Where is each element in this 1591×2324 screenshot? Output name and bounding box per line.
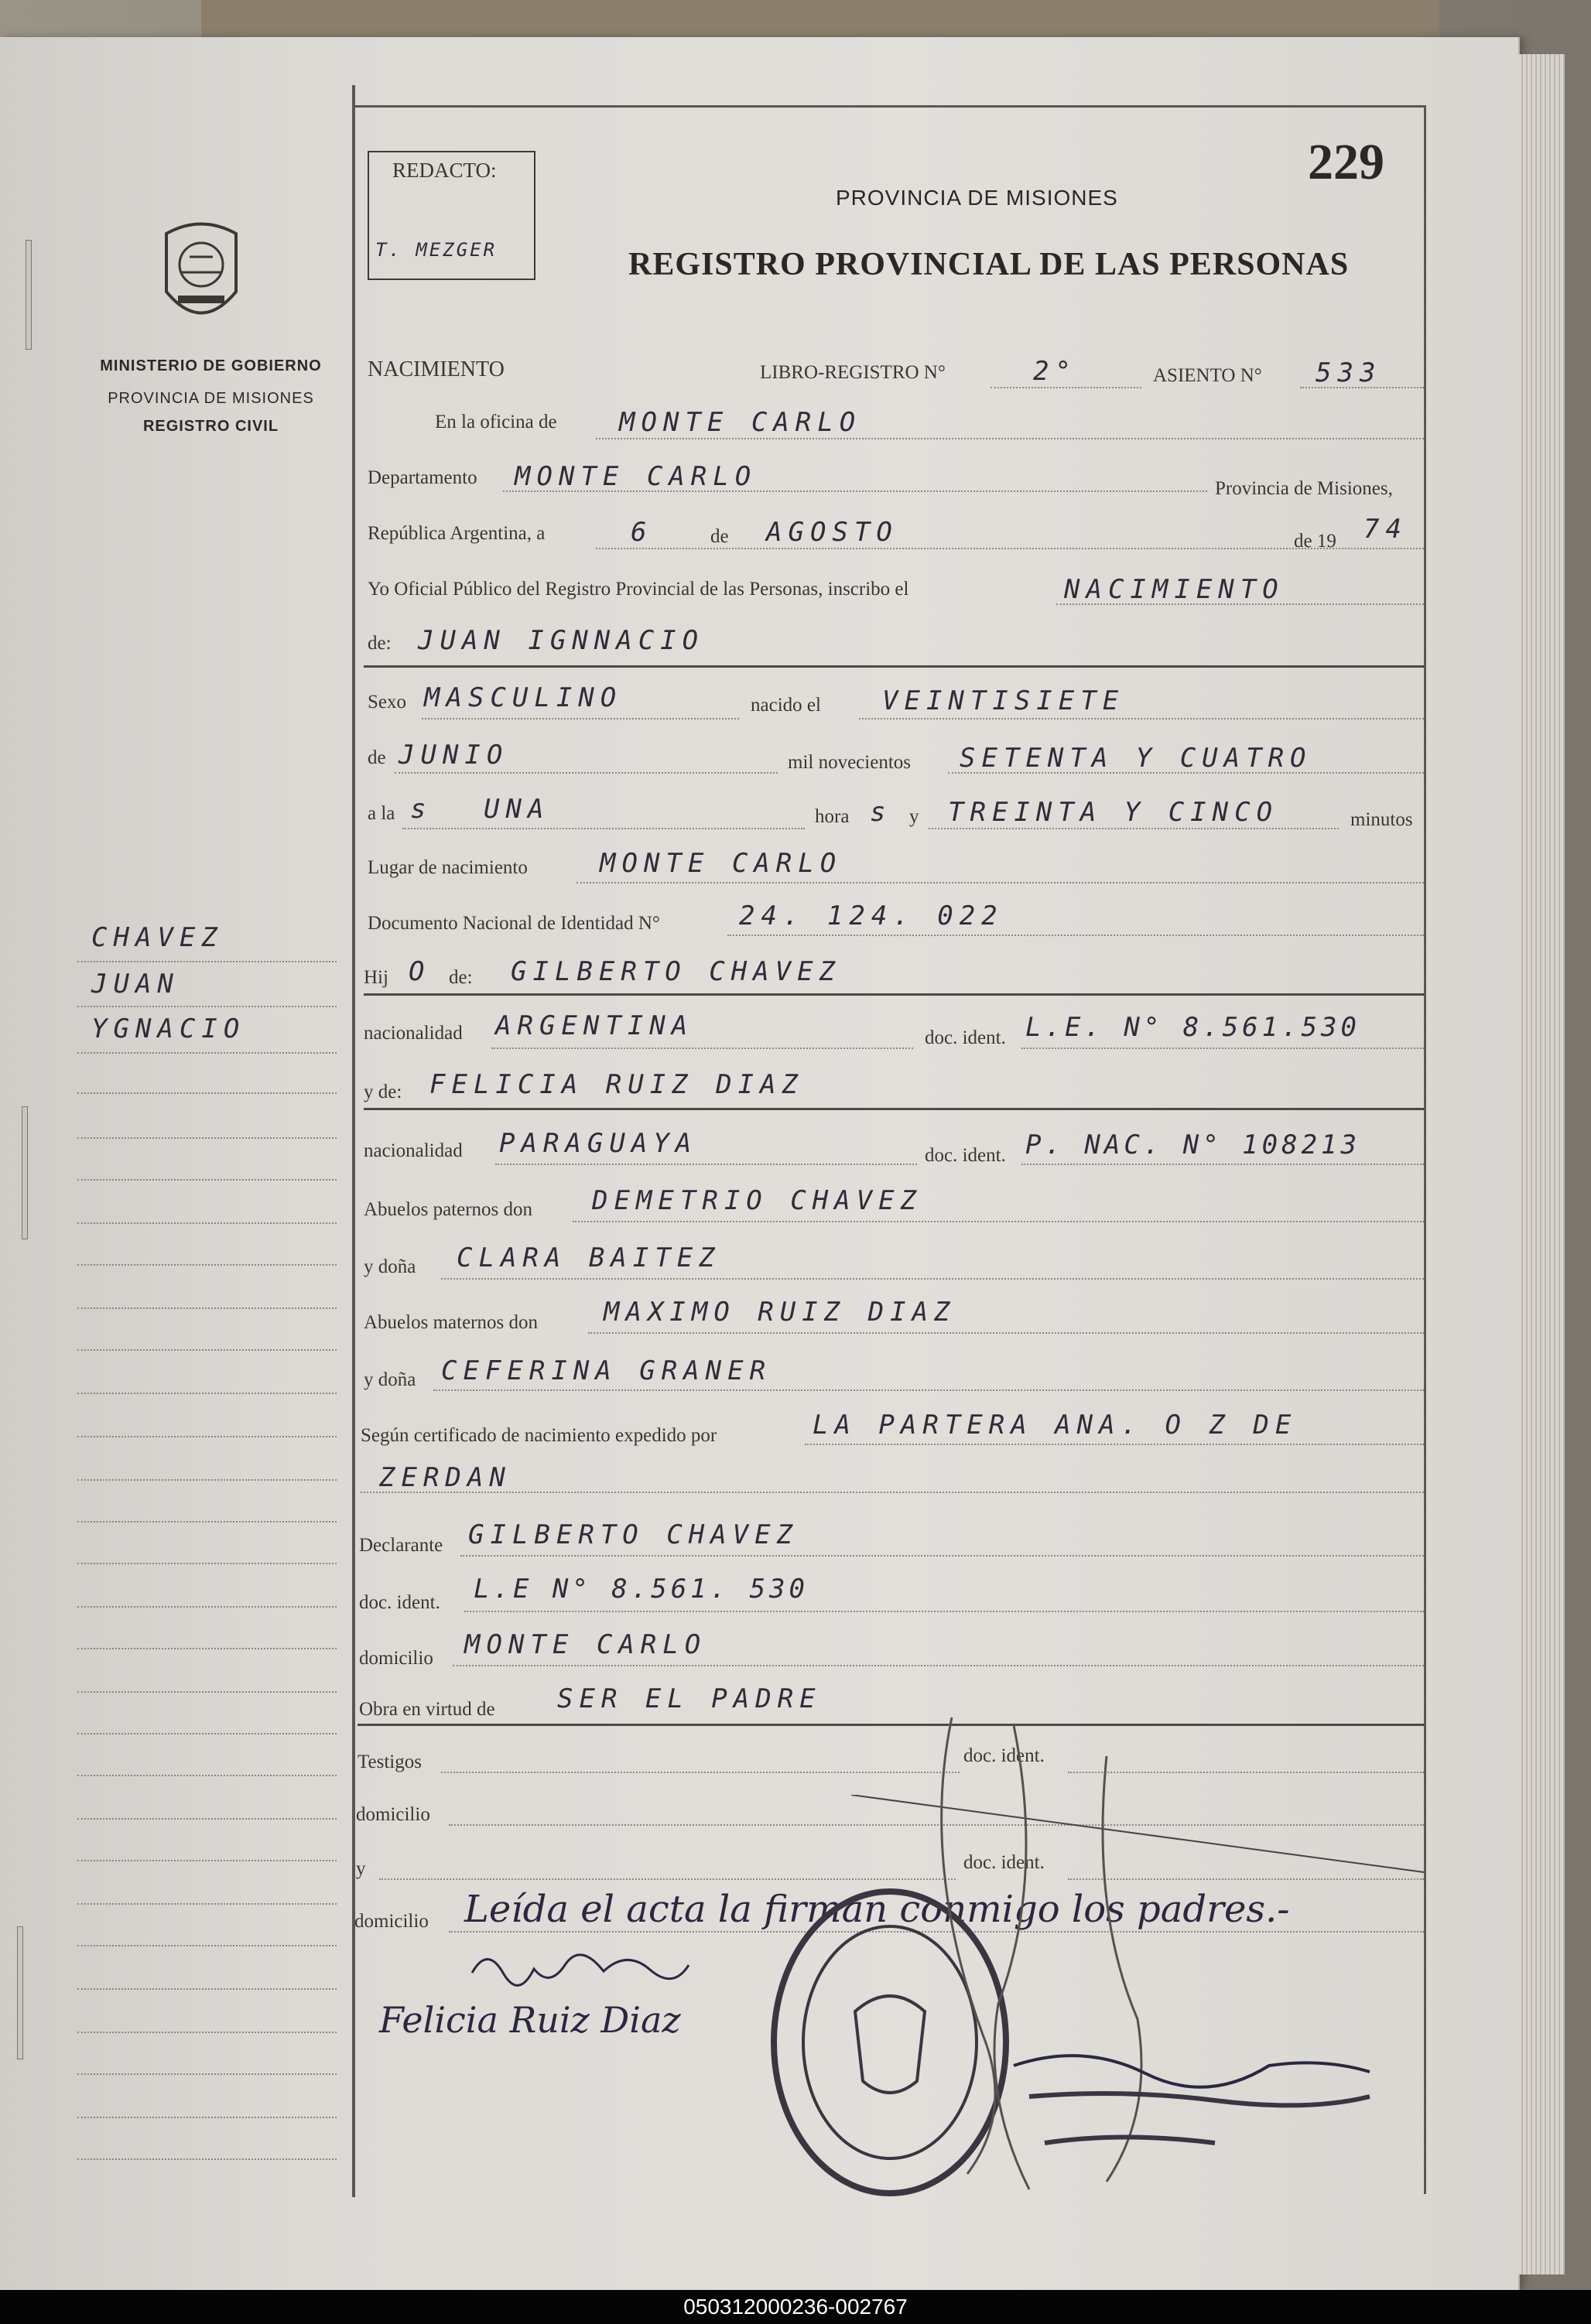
dni-label: Documento Nacional de Identidad N°	[368, 913, 660, 934]
sidebar-ruled-line	[77, 2117, 337, 2118]
dotted-line	[948, 772, 1424, 774]
domicilio-2-label: domicilio	[354, 1911, 429, 1932]
dotted-line	[727, 935, 1424, 936]
yo-oficial-label: Yo Oficial Público del Registro Provincial de las Personas, inscribo el	[368, 579, 909, 600]
y-label: y	[909, 806, 919, 827]
asiento-label: ASIENTO N°	[1153, 365, 1262, 386]
abuela-materna-label: y doña	[364, 1369, 416, 1390]
testigos-doc-label: doc. ident.	[963, 1745, 1045, 1766]
sidebar-ruled-line	[77, 1691, 337, 1693]
abuelos-maternos-label: Abuelos maternos don	[364, 1312, 538, 1333]
sexo-value: MASCULINO	[424, 682, 623, 713]
sidebar-ruled-line	[77, 1179, 337, 1181]
redacto-label: REDACTO:	[392, 159, 497, 182]
anio-value: 74	[1363, 514, 1408, 545]
record-type-label: NACIMIENTO	[368, 357, 505, 381]
sidebar-ruled-line	[77, 1945, 337, 1946]
sidebar-ruled-line	[77, 1818, 337, 1820]
dotted-line	[361, 1492, 1424, 1493]
book-cover-strip	[201, 0, 1439, 39]
sidebar-ruled-line	[77, 2158, 337, 2160]
declarante-label: Declarante	[359, 1535, 443, 1556]
dotted-line	[441, 1278, 1424, 1280]
hijo-label: Hij	[364, 967, 388, 988]
madre-label: y de:	[364, 1082, 402, 1102]
abuelos-paternos-value: DEMETRIO CHAVEZ	[592, 1185, 923, 1216]
minutos-value: TREINTA Y CINCO	[948, 797, 1279, 828]
padre-value: GILBERTO CHAVEZ	[511, 956, 842, 987]
sidebar-ruled-line	[77, 1349, 337, 1351]
minutos-label: minutos	[1350, 809, 1413, 830]
page-number: 229	[1308, 134, 1384, 190]
hora-suffix: s	[410, 794, 433, 825]
footer-document-id: 050312000236-002767	[683, 2295, 908, 2319]
form-right-border	[1424, 105, 1426, 2194]
declarante-value: GILBERTO CHAVEZ	[468, 1519, 799, 1550]
dotted-line	[1056, 603, 1424, 605]
binding-stitch	[17, 1926, 23, 2059]
nacido-label: nacido el	[751, 695, 821, 716]
sidebar-ruled-line	[77, 1479, 337, 1481]
abuela-paterna-label: y doña	[364, 1256, 416, 1277]
libro-label: LIBRO-REGISTRO N°	[760, 362, 946, 383]
sidebar-ruled-line	[77, 1648, 337, 1649]
mil-novecientos-label: mil novecientos	[788, 752, 911, 773]
obra-value: SER EL PADRE	[557, 1683, 822, 1714]
ministry-label: MINISTERIO DE GOBIERNO	[100, 357, 322, 374]
sidebar-ruled-line	[77, 1006, 337, 1007]
margin-note-firstname: JUAN	[91, 969, 180, 1000]
section-divider	[364, 1108, 1424, 1110]
header-registry: REGISTRO PROVINCIAL DE LAS PERSONAS	[628, 247, 1350, 282]
domicilio-value: MONTE CARLO	[464, 1629, 707, 1660]
sidebar-ruled-line	[77, 961, 337, 962]
oficina-label: En la oficina de	[435, 412, 557, 432]
form-top-border	[352, 105, 1426, 108]
de-label: de	[710, 526, 729, 547]
nacido-value: VEINTISIETE	[882, 685, 1125, 716]
de-mes-value: JUNIO	[399, 740, 509, 771]
yo-oficial-value: NACIMIENTO	[1064, 574, 1285, 605]
sexo-label: Sexo	[368, 692, 406, 713]
sidebar-ruled-line	[77, 1988, 337, 1990]
dotted-line	[805, 1444, 1424, 1445]
binding-stitch	[26, 240, 32, 350]
sidebar-ruled-line	[77, 1393, 337, 1394]
provincia-label: Provincia de Misiones,	[1215, 478, 1393, 499]
republica-label: República Argentina, a	[368, 523, 546, 544]
registry-label: REGISTRO CIVIL	[142, 418, 279, 435]
official-signature-icon	[890, 1710, 1385, 2205]
dotted-line	[1300, 387, 1424, 388]
sidebar-ruled-line	[77, 2032, 337, 2033]
dia-value: 6	[631, 517, 653, 548]
margin-note-surname: CHAVEZ	[91, 922, 224, 953]
dni-value: 24. 124. 022	[739, 901, 1004, 931]
mes-value: AGOSTO	[766, 517, 898, 548]
doc-declarante-value: L.E N° 8.561. 530	[474, 1574, 809, 1605]
dotted-line	[453, 1665, 1424, 1666]
abuela-paterna-value: CLARA BAITEZ	[457, 1242, 721, 1273]
dotted-line	[596, 548, 1424, 549]
binding-stitch	[22, 1106, 28, 1239]
dotted-line	[433, 1389, 1424, 1391]
de-mes-label: de	[368, 747, 386, 768]
nacionalidad-padre-value: ARGENTINA	[495, 1010, 694, 1041]
page-edges	[1518, 54, 1565, 2274]
departamento-label: Departamento	[368, 467, 477, 488]
asiento-value: 533	[1316, 357, 1382, 388]
header-province: PROVINCIA DE MISIONES	[836, 186, 1118, 210]
y-testigo-label: y	[356, 1858, 366, 1879]
section-divider	[364, 993, 1424, 996]
redacto-value: T. MEZGER	[375, 239, 498, 261]
mother-signature: Felicia Ruiz Diaz	[379, 1999, 681, 2041]
libro-value: 2°	[1033, 356, 1077, 387]
y-testigo-doc-label: doc. ident.	[963, 1852, 1045, 1873]
anio-label: de 19	[1294, 531, 1336, 552]
departamento-value: MONTE CARLO	[515, 461, 758, 492]
hora-value: UNA	[484, 794, 550, 825]
province-label: PROVINCIA DE MISIONES	[108, 390, 314, 407]
certificado-label: Según certificado de nacimiento expedido por	[361, 1425, 717, 1446]
nombre-value: JUAN IGNNACIO	[418, 625, 705, 656]
hijo-de-label: de:	[449, 967, 473, 988]
obra-label: Obra en virtud de	[359, 1699, 495, 1720]
nombre-label: de:	[368, 633, 392, 654]
column-divider	[352, 85, 355, 2197]
hijo-suffix: O	[409, 956, 431, 987]
sidebar-ruled-line	[77, 2073, 337, 2075]
father-signature-icon	[464, 1942, 696, 1996]
testigos-label: Testigos	[358, 1752, 422, 1772]
dotted-line	[395, 772, 778, 774]
dotted-line	[588, 1332, 1424, 1334]
testigos-domicilio-label: domicilio	[356, 1804, 430, 1825]
doc-declarante-label: doc. ident.	[359, 1592, 440, 1613]
dotted-line	[1021, 1048, 1424, 1049]
nacionalidad-padre-label: nacionalidad	[364, 1023, 463, 1044]
doc-madre-value: P. NAC. N° 108213	[1025, 1130, 1360, 1160]
sidebar-ruled-line	[77, 1903, 337, 1905]
sidebar-ruled-line	[77, 1137, 337, 1139]
sidebar-ruled-line	[77, 1307, 337, 1309]
abuelos-paternos-label: Abuelos paternos don	[364, 1199, 533, 1220]
sidebar-ruled-line	[77, 1264, 337, 1266]
oficina-value: MONTE CARLO	[619, 407, 862, 438]
abuelos-maternos-value: MAXIMO RUIZ DIAZ	[604, 1297, 956, 1328]
sidebar-ruled-line	[77, 1733, 337, 1734]
madre-value: FELICIA RUIZ DIAZ	[429, 1069, 804, 1100]
sidebar-ruled-line	[77, 1092, 337, 1094]
sidebar-ruled-line	[77, 1775, 337, 1776]
dotted-line	[991, 387, 1141, 388]
section-divider	[364, 665, 1424, 668]
sidebar-ruled-line	[77, 1606, 337, 1608]
dotted-line	[422, 718, 739, 719]
margin-note-secondname: YGNACIO	[91, 1013, 246, 1044]
nacionalidad-madre-value: PARAGUAYA	[499, 1128, 698, 1159]
leida-note: Leída el acta la firman conmigo los padres.-	[464, 1888, 1290, 1931]
doc-padre-value: L.E. N° 8.561.530	[1025, 1012, 1360, 1043]
dotted-line	[573, 1221, 1424, 1222]
dotted-line	[1021, 1164, 1424, 1165]
dotted-line	[402, 828, 805, 829]
doc-padre-label: doc. ident.	[925, 1027, 1006, 1048]
sidebar-ruled-line	[77, 1521, 337, 1523]
abuela-materna-value: CEFERINA GRANER	[441, 1355, 772, 1386]
dotted-line	[491, 1048, 913, 1049]
redacto-box	[368, 151, 535, 280]
horas-suffix: s	[870, 797, 892, 828]
dotted-line	[464, 1611, 1424, 1612]
dotted-line	[929, 828, 1339, 829]
certificado-value-2: ZERDAN	[379, 1462, 512, 1493]
dotted-line	[441, 1772, 960, 1773]
sidebar-ruled-line	[77, 1860, 337, 1861]
mil-novecientos-value: SETENTA Y CUATRO	[960, 743, 1312, 774]
hora-label: hora	[815, 806, 850, 827]
sidebar-ruled-line	[77, 1436, 337, 1437]
sidebar-ruled-line	[77, 1222, 337, 1224]
doc-madre-label: doc. ident.	[925, 1145, 1006, 1166]
certificado-value: LA PARTERA ANA. O Z DE	[813, 1410, 1298, 1441]
dotted-line	[577, 882, 1424, 883]
dotted-line	[859, 718, 1424, 719]
dotted-line	[503, 490, 1207, 492]
dotted-line	[460, 1555, 1424, 1557]
sidebar-ruled-line	[77, 1052, 337, 1054]
domicilio-label: domicilio	[359, 1648, 433, 1669]
nacionalidad-madre-label: nacionalidad	[364, 1140, 463, 1161]
lugar-value: MONTE CARLO	[600, 848, 843, 879]
lugar-label: Lugar de nacimiento	[368, 857, 528, 878]
provincial-coat-of-arms-icon	[159, 218, 244, 334]
hora-prefix: a la	[368, 803, 395, 824]
dotted-line	[495, 1164, 917, 1165]
sidebar-ruled-line	[77, 1563, 337, 1564]
dotted-line	[596, 438, 1424, 439]
